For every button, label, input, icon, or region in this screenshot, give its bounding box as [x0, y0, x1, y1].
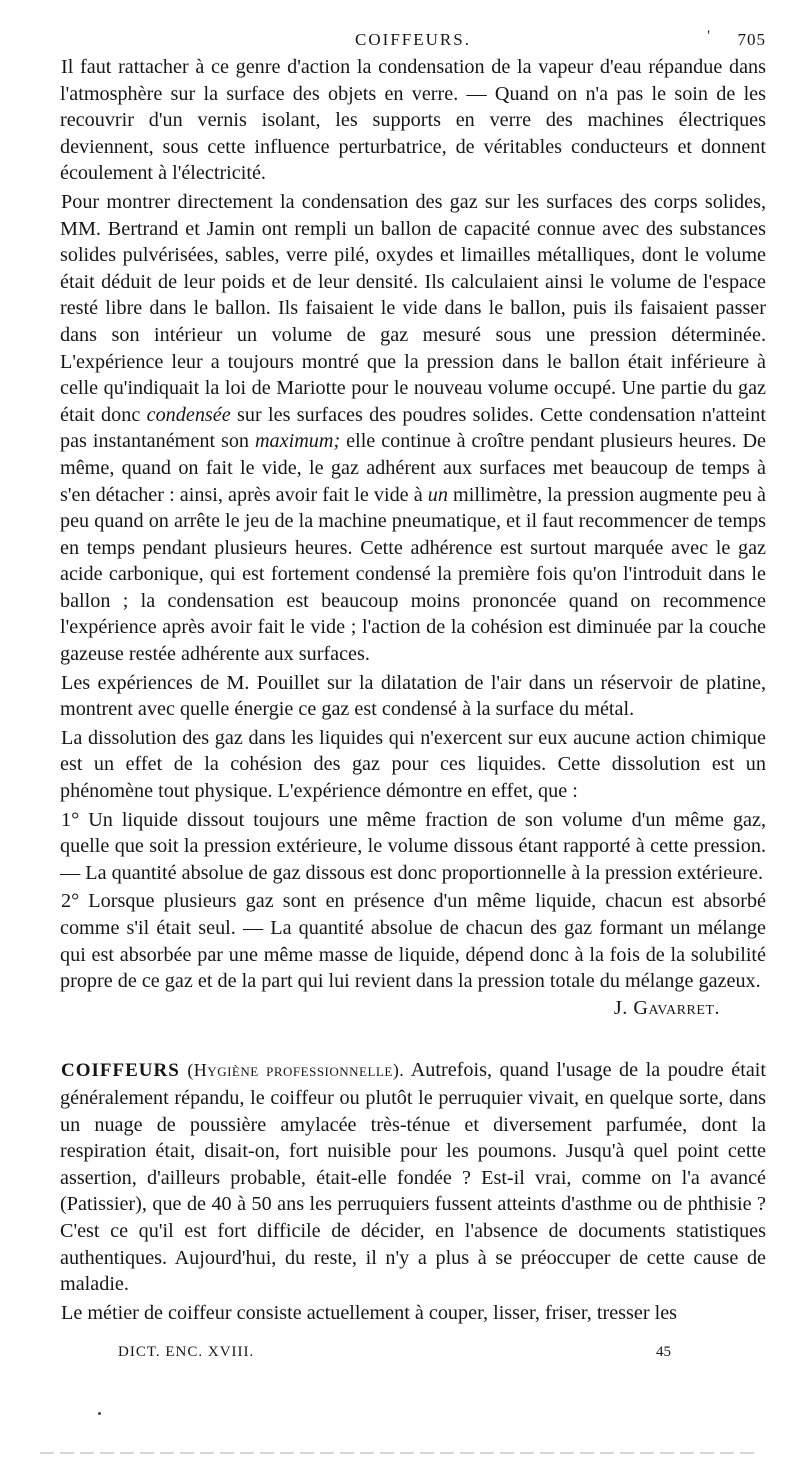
paragraph-5: 1° Un liquide dissout toujours une même fraction de son volume d'un même gaz, quelle que soit la pression extérieure, le volume dissous étant rapporté à cette pression. — La quantité absolue de gaz dissous est donc proportionnelle à la pression extérieure. [60, 808, 766, 884]
signature-line [60, 995, 766, 1022]
paragraph-2-text: millimètre, la pression augmente peu à peu quand on arrête le jeu de la machine pneumatique, et il faut recommencer de temps en temps pendant plusieurs heures. Cette adhérence est surtout marquée avec le gaz acide carbonique, qui est fortement condensé la première fois qu'on l'introduit dans le ballon ; la condensation est beaucoup moins prononcée quand on recommence l'expérience après avoir fait le vide ; l'action de la cohésion est diminuée par la couche gazeuse restée adhérente aux surfaces. [60, 483, 766, 666]
author-signature: J. Gavarret. [613, 996, 720, 1019]
bleed-through-rule [40, 1452, 760, 1454]
body-text [60, 54, 766, 1326]
article-divider-space [60, 1021, 766, 1057]
running-title: COIFFEURS. [355, 30, 471, 49]
article-subject: (Hygiène professionnelle). [187, 1060, 405, 1081]
paragraph-2-text: sur les surfaces des poudres solides. Cette condensation n'atteint pas instantanément son [60, 403, 766, 453]
document-page [60, 24, 766, 1368]
paragraph-1: Il faut rattacher à ce genre d'action la condensation de la vapeur d'eau répandue dans l'atmosphère sur la surface des objets en verre. — Quand on n'a pas le soin de les recouvrir d'un vernis isolant, les supports en verre des machines électriques deviennent, sous cette influence perturbatrice, de véritables conducteurs et donnent écoulement à l'électricité. [60, 56, 766, 185]
print-speck [98, 1412, 101, 1415]
page-number: 705 [737, 30, 766, 49]
italic-maximum: maximum; [254, 430, 341, 453]
page-footer [60, 1344, 766, 1368]
article-continuation: Le métier de coiffeur consiste actuellement à couper, lisser, friser, tresser les [61, 1301, 678, 1324]
article-intro [60, 1057, 766, 1297]
paragraph-2-text: Pour montrer directement la condensation des gaz sur les surfaces des corps solides, MM. Bertrand et Jamin ont rempli un ballon de capacité connue avec des substances solides pulvérisées, sables, verre pilé, oxydes et limailles métalliques, dont le volume était déduit de leur poids et de leur densité. Ils calculaient ainsi le volume de l'espace resté libre dans le ballon. Ils faisaient le vide dans le ballon, puis ils faisaient passer dans son intérieur un volume de gaz mesuré sous une pression déterminée. L'expérience leur a toujours montré que la pression dans le ballon était inférieure à celle qu'indiquait la loi de Mariotte pour le nouveau volume occupé. Une partie du gaz était donc [60, 190, 766, 426]
paragraph-3: Les expériences de M. Pouillet sur la dilatation de l'air dans un réservoir de platine, montrent avec quelle énergie ce gaz est condensé à la surface du métal. [60, 671, 766, 721]
paragraph-2-text: elle continue à croître pendant plusieurs heures. De même, quand on fait le vide, le gaz adhérent aux surfaces met beaucoup de temps à s'en détacher : ainsi, après avoir fait le vide à [60, 430, 766, 506]
paragraph-4: La dissolution des gaz dans les liquides qui n'exercent sur eux aucune action chimique est un effet de la cohésion des gaz pour ces liquides. Cette dissolution est un phénomène tout physique. L'expérience démontre en effet, que : [60, 726, 766, 803]
paragraph-2 [60, 189, 766, 668]
italic-condensee: condensée [146, 403, 231, 426]
signature-number: 45 [656, 1344, 671, 1361]
article-headword: COIFFEURS [61, 1060, 180, 1082]
signature-mark: DICT. ENC. XVIII. [118, 1344, 255, 1361]
running-header [60, 24, 766, 54]
article-intro-text: Autrefois, quand l'usage de la poudre était généralement répandu, le coiffeur ou plutôt le perruquier vivait, en quelque sorte, dans un nuage de poussière amylacée très-ténue et diversement parfumée, dont la respiration était, disait-on, fort nuisible pour les poumons. Jusqu'à quel point cette assertion, d'ailleurs probable, était-elle fondée ? Est-il vrai, comme on l'a avancé (Patissier), que de 40 à 50 ans les perruquiers fussent atteints d'asthme ou de phthisie ? C'est ce qu'il est fort difficile de décider, en l'absence de documents statistiques authentiques. Aujourd'hui, du reste, il n'y a plus à se préoccuper de cette cause de maladie. [60, 1059, 766, 1296]
header-mark: ' [707, 28, 712, 44]
paragraph-6: 2° Lorsque plusieurs gaz sont en présence d'un même liquide, chacun est absorbé comme s'il était seul. — La quantité absolue de chacun des gaz formant un mélange qui est absorbée par une même masse de liquide, dépend donc à la fois de la solubilité propre de ce gaz et de la part qui lui revient dans la pression totale du mélange gazeux. [60, 890, 766, 993]
italic-un: un [427, 483, 448, 506]
